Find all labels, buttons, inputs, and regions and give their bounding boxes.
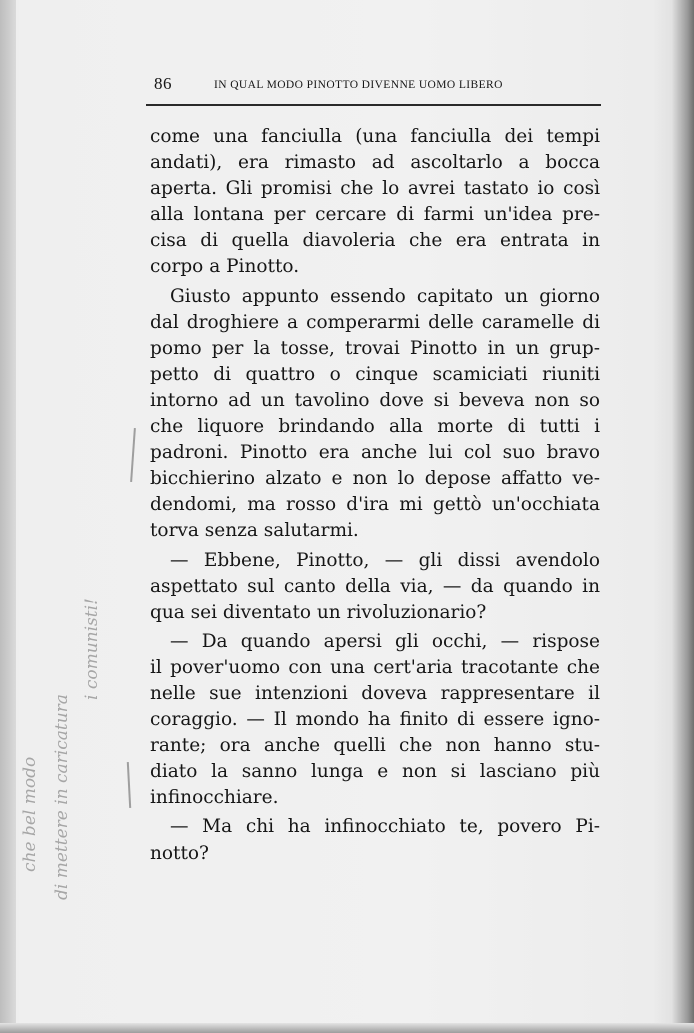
text-line: notto?: [150, 842, 209, 864]
text-line: aperta. Gli promisi che lo avrei tastato io così: [150, 178, 600, 200]
page-header: [146, 74, 602, 98]
pencil-margin-mark: [127, 762, 131, 808]
text-line: coraggio. — Il mondo ha finito di essere igno-: [150, 709, 600, 731]
text-line: come una fanciulla (una fanciulla dei tempi: [150, 126, 600, 147]
text-line: — Ebbene, Pinotto, — gli dissi avendolo: [170, 549, 600, 571]
paragraph: [150, 284, 600, 545]
text-line: nelle sue intenzioni doveva rappresentare il: [150, 682, 600, 704]
text-line: diato la sanno lunga e non si lasciano più: [150, 761, 600, 783]
text-line: intorno ad un tavolino dove si beveva non so: [150, 389, 600, 411]
text-line: dendomi, ma rosso d'ira mi gettò un'occhiata: [150, 494, 600, 516]
page-bottom-edge: [0, 1023, 694, 1033]
paragraph: [150, 124, 600, 281]
page-number: 86: [154, 74, 172, 93]
text-line: che liquore brindando alla morte di tutti i: [150, 416, 600, 438]
text-line: corpo a Pinotto.: [150, 256, 300, 278]
text-line: padroni. Pinotto era anche lui col suo bravo: [150, 442, 600, 464]
handwritten-margin-note: che bel modo: [20, 756, 40, 872]
page-left-shadow: [0, 0, 16, 1033]
text-line: torva senza salutarmi.: [150, 520, 359, 542]
text-line: Giusto appunto essendo capitato un giorno: [170, 285, 600, 307]
text-line: dal droghiere a comperarmi delle caramelle di: [150, 311, 600, 333]
text-line: cisa di quella diavoleria che era entrata in: [150, 230, 600, 252]
body-text: [150, 124, 600, 870]
text-line: rante; ora anche quelli che non hanno stu-: [150, 735, 600, 757]
text-line: il pover'uomo con una cert'aria tracotante che: [150, 656, 600, 678]
paragraph: [150, 629, 600, 812]
text-line: petto di quattro o cinque scamiciati riuniti: [150, 363, 600, 385]
text-line: alla lontana per cercare di farmi un'idea pre-: [150, 204, 600, 226]
handwritten-margin-note: i comunisti!: [82, 598, 102, 700]
text-line: pomo per la tosse, trovai Pinotto in un grup-: [150, 337, 600, 359]
text-line: bicchierino alzato e non lo depose affatto ve-: [150, 468, 600, 490]
text-line: qua sei diventato un rivoluzionario?: [150, 601, 487, 623]
handwritten-margin-note: di mettere in caricatura: [52, 694, 72, 900]
paragraph: [150, 548, 600, 626]
pencil-margin-mark: [130, 428, 136, 482]
page-right-edge: [672, 0, 694, 1033]
text-line: aspettato sul canto della via, — da quando in: [150, 575, 600, 597]
paragraph: [150, 814, 600, 866]
header-rule: [146, 104, 601, 106]
text-line: infinocchiare.: [150, 787, 279, 809]
text-line: andati), era rimasto ad ascoltarlo a bocca: [150, 152, 600, 174]
text-line: — Ma chi ha infinocchiato te, povero Pi-: [170, 816, 600, 838]
text-line: — Da quando apersi gli occhi, — rispose: [170, 630, 600, 652]
running-title: IN QUAL MODO PINOTTO DIVENNE UOMO LIBERO: [214, 79, 503, 91]
